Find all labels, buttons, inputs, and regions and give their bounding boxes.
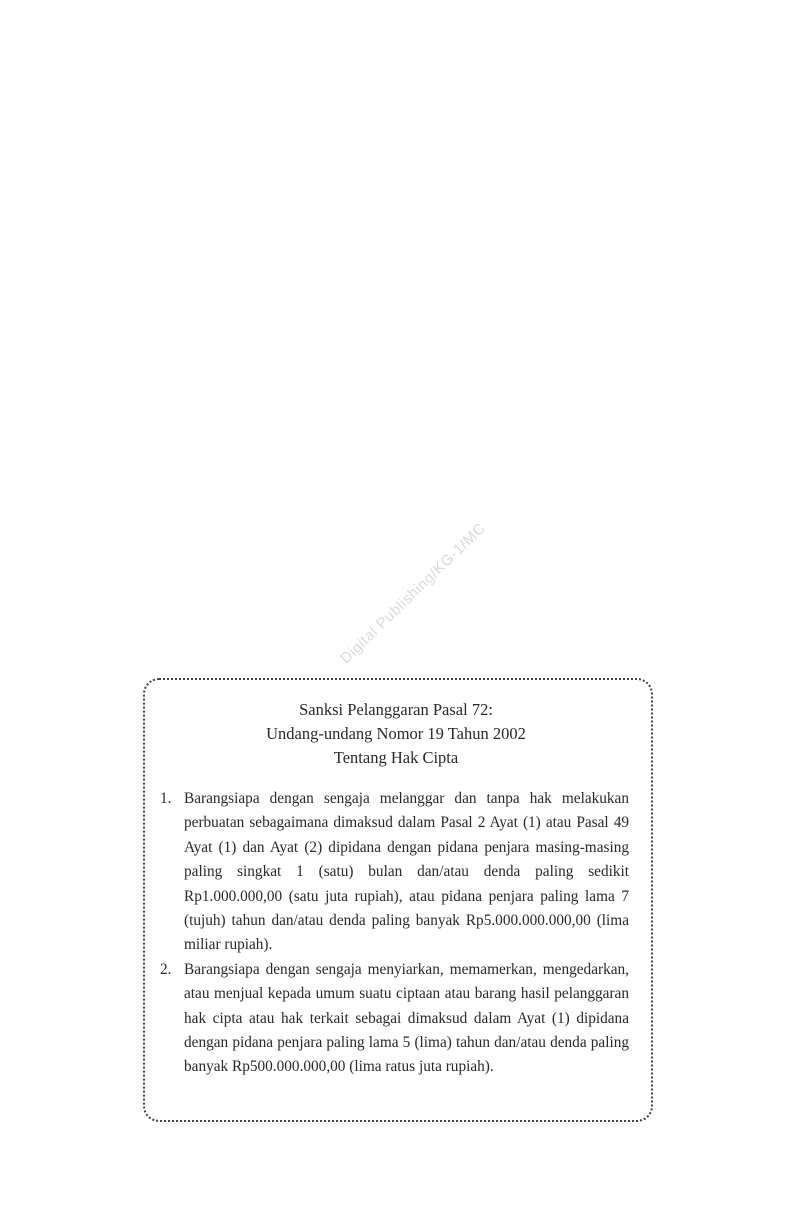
law-item-text: Barangsiapa dengan sengaja melanggar dan tanpa hak melakukan perbuatan sebagaimana dimaksud dalam Pasal 2 Ayat (1) atau Pasal 49 Ayat (1) dan Ayat (2) dipidana dengan pidana penjara masing-masing paling singkat 1 (satu) bulan dan/atau denda paling sedikit Rp1.000.000,00 (satu juta rupiah), atau pidana penjara paling lama 7 (tujuh) tahun dan/atau denda paling banyak Rp5.000.000.000,00 (lima miliar rupiah). [184,790,629,954]
heading-title: Sanksi Pelanggaran Pasal 72: [299,700,493,719]
heading-subtitle: Undang-undang Nomor 19 Tahun 2002 [266,724,526,743]
sanction-box [143,678,653,1122]
law-item-number: 2. [160,960,172,978]
law-item-2 [160,958,629,1080]
heading-subject: Tentang Hak Cipta [333,748,459,767]
law-item-number: 1. [160,790,172,807]
law-item-1 [160,787,629,958]
box-heading [163,698,629,770]
watermark: Digital Publishing/KG-1/MC [337,519,489,668]
law-item-text: Barangsiapa dengan sengaja menyiarkan, memamerkan, mengedarkan, atau menjual kepada umum suatu ciptaan atau barang hasil pelanggaran hak cipta atau hak terkait sebagai dimaksud dalam Ayat (1) dipidana dengan pidana penjara paling lama 5 (lima) tahun dan/atau denda paling banyak Rp500.000.000,00 (lima ratus juta rupiah). [184,960,629,1076]
law-list [160,787,629,1080]
